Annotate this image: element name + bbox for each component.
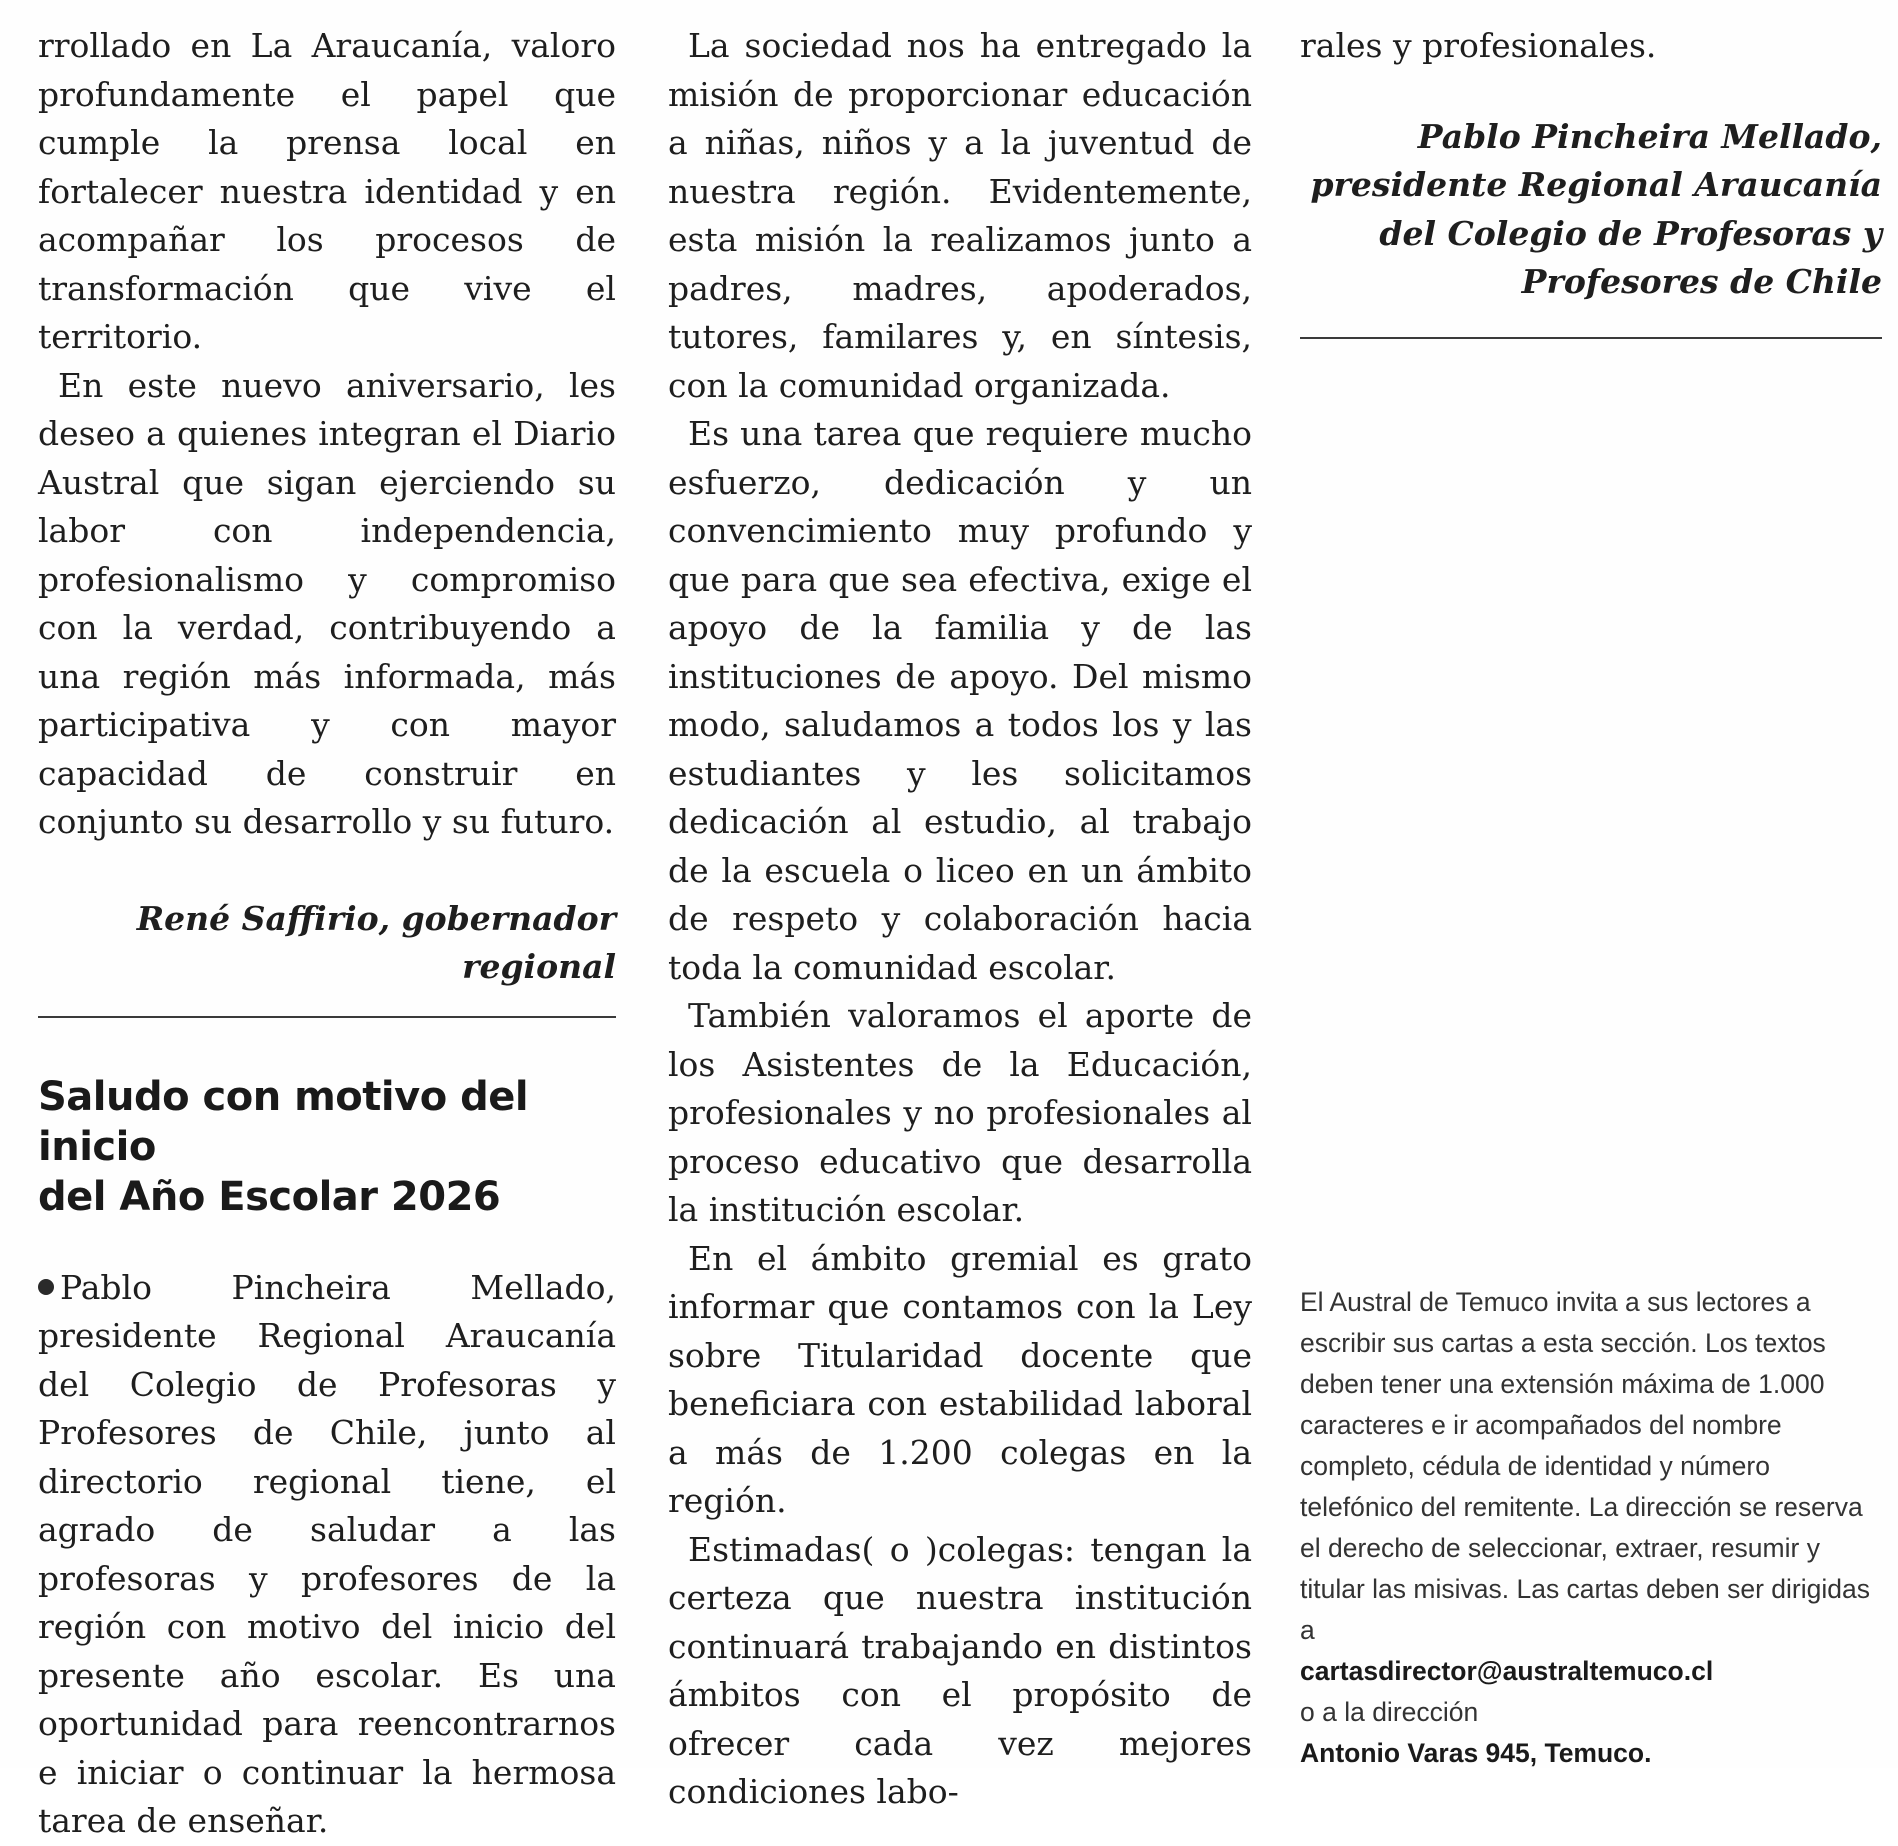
letter2-paragraph-5: Estimadas( o )colegas: tengan la certeza que nuestra institución continuará trabajando en distintos ámbitos con el propósito de ofrecer cada vez mejores condiciones labo- xyxy=(668,1529,1252,1811)
letter2-signature-line-4: Profesores de Chile xyxy=(1521,262,1882,301)
letter1-paragraph-2: En este nuevo aniversario, les deseo a quienes integran el Diario Austral que sigan ejerciendo su labor con independencia, profesionalismo y compromiso con la verdad, contribuyendo a una región más informada, más participativa y con mayor capacidad de construir en conjunto su desarrollo y su futuro. xyxy=(38,365,616,841)
letter2-signature-line-3: del Colegio de Profesoras y xyxy=(1379,213,1882,253)
column-1 xyxy=(38,22,616,1846)
letter2-paragraph-2: Es una tarea que requiere mucho esfuerzo, dedicación y un convencimiento muy profundo y que para que sea efectiva, exige el apoyo de la familia y de las instituciones de apoyo. Del mismo modo, saludamos a todos los y las estudiantes y les solicitamos dedicación al estudio, al trabajo de la escuela o liceo en un ámbito de respeto y colaboración hacia toda la comunidad escolar. xyxy=(668,414,1252,987)
notice-address: Antonio Varas 945, Temuco. xyxy=(1300,1738,1652,1768)
letter1-paragraph-1: rrollado en La Araucanía, valoro profundamente el papel que cumple la prensa local en fortalecer nuestra identidad y en acompañar los procesos de transformación que vive el territorio. xyxy=(38,26,616,356)
letter2-lead-text: Pablo Pincheira Mellado, presidente Regional Araucanía del Colegio de Profesoras y Profesores de Chile, junto al directorio regional tiene, el agrado de saludar a las profesoras y profesores de la región con motivo del inicio del presente año escolar. Es una oportunidad para reencontrarnos e iniciar o continuar la hermosa tarea de enseñar. xyxy=(38,1267,616,1840)
column-3 xyxy=(1300,22,1882,339)
letter2-paragraph-3: También valoramos el aporte de los Asistentes de la Educación, profesionales y no profesionales al proceso educativo que desarrolla la institución escolar. xyxy=(668,996,1252,1229)
letter2-paragraph-4: En el ámbito gremial es grato informar que contamos con la Ley sobre Titularidad docente que beneficiara con estabilidad laboral a más de 1.200 colegas en la región. xyxy=(668,1238,1252,1520)
letter2-headline-line-1: Saludo con motivo del inicio xyxy=(38,1073,529,1170)
letters-notice xyxy=(1300,1282,1882,1774)
notice-text: El Austral de Temuco invita a sus lectores a escribir sus cartas a esta sección. Los textos deben tener una extensión máxima de 1.000 caracteres e ir acompañados del nombre completo, cédula de identidad y número telefónico del remitente. La dirección se reserva el derecho de seleccionar, extraer, resumir y titular las misivas. Las cartas deben ser dirigidas a xyxy=(1300,1287,1870,1645)
section-divider-right xyxy=(1300,337,1882,339)
letter2-signature-line-1: Pablo Pincheira Mellado, xyxy=(1417,116,1882,156)
letter2-signature-line-2: presidente Regional Araucanía xyxy=(1310,165,1882,204)
notice-email[interactable]: cartasdirector@australtemuco.cl xyxy=(1300,1656,1714,1686)
letter1-signature-line-1: René Saffirio, gobernador xyxy=(136,898,616,938)
bullet-icon xyxy=(38,1279,54,1295)
column-2 xyxy=(668,22,1252,1817)
letter2-continuation: rales y profesionales. xyxy=(1300,26,1657,65)
notice-address-intro: o a la dirección xyxy=(1300,1697,1479,1727)
letter2-paragraph-1: La sociedad nos ha entregado la misión de proporcionar educación a niñas, niños y a la juventud de nuestra región. Evidentemente, esta misión la realizamos junto a padres, madres, apoderados, tutores, familares y, en síntesis, con la comunidad organizada. xyxy=(668,26,1252,405)
letter1-signature-line-2: regional xyxy=(462,947,616,986)
letter2-headline-line-2: del Año Escolar 2026 xyxy=(38,1173,501,1220)
letter2-lead-paragraph xyxy=(38,1264,616,1846)
